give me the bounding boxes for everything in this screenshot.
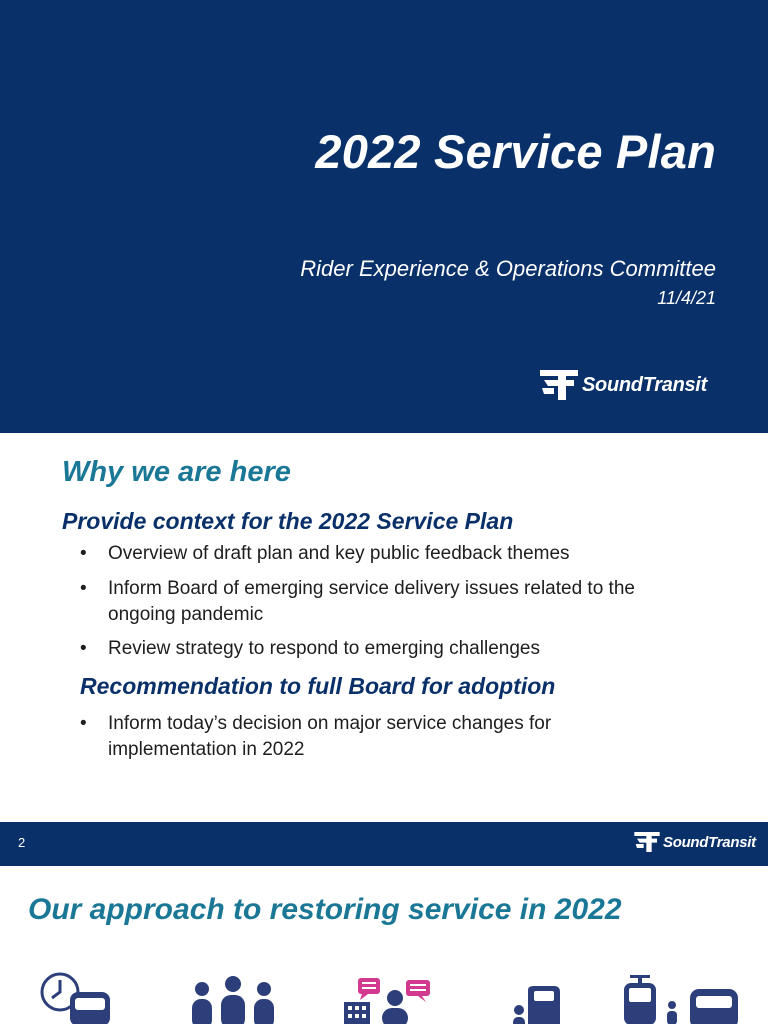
bullet-dot: • (80, 713, 87, 734)
bullet-dot: • (80, 638, 87, 659)
slide-footer (0, 822, 768, 866)
bullet-text: Inform Board of emerging service delivery issues related to the ongoing pandemic (108, 578, 635, 625)
section-context-title: Provide context for the 2022 Service Plan (62, 508, 514, 534)
bullet-text: Review strategy to respond to emerging challenges (108, 638, 540, 659)
recommendation-bullet-list (80, 711, 640, 772)
bullet-text: Overview of draft plan and key public feedback themes (108, 543, 570, 564)
logo-wordmark: SoundTransit (582, 373, 707, 396)
section-recommendation-title: Recommendation to full Board for adoption (80, 673, 556, 699)
slide-date: 11/4/21 (657, 288, 716, 308)
bullet-text: Inform today’s decision on major service changes for implementation in 2022 (108, 713, 552, 760)
why-heading: Why we are here (62, 456, 291, 488)
chat-building-icon (342, 976, 432, 1024)
title-slide-band (0, 0, 768, 433)
sound-transit-logo (540, 368, 707, 402)
sound-transit-mark-icon (634, 832, 660, 852)
bullet-item (80, 541, 680, 567)
bullet-dot: • (80, 543, 87, 564)
logo-wordmark: SoundTransit (663, 833, 756, 851)
slide-title: 2022 Service Plan (315, 125, 716, 178)
sound-transit-logo-small (634, 832, 756, 852)
sound-transit-mark-icon (540, 370, 578, 400)
clock-bus-icon (38, 970, 114, 1024)
context-bullet-list (80, 541, 680, 671)
bullet-dot: • (80, 578, 87, 599)
bullet-item (80, 576, 660, 628)
train-bus-icon (622, 975, 740, 1024)
approach-heading: Our approach to restoring service in 2022 (28, 893, 622, 926)
people-group-icon (188, 975, 278, 1024)
bullet-item (80, 711, 640, 763)
rider-bus-icon (512, 986, 560, 1024)
page-number: 2 (18, 835, 26, 850)
slide-subtitle: Rider Experience & Operations Committee (300, 256, 716, 281)
bullet-item (80, 636, 680, 662)
